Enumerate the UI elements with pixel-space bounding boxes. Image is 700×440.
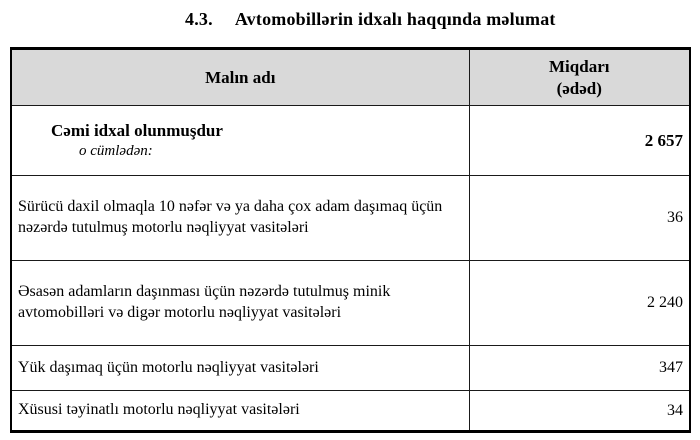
row-value: 34 <box>469 391 690 432</box>
column-header-quantity-line2: (ədəd) <box>556 78 602 98</box>
section-title <box>185 9 556 30</box>
table-row <box>11 261 690 346</box>
summary-label: Cəmi idxal olunmuşdur <box>51 120 223 140</box>
section-title-text: Avtomobillərin idxalı haqqında məlumat <box>234 9 556 29</box>
table-row <box>11 391 690 432</box>
table-row <box>11 346 690 391</box>
column-header-name: Malın adı <box>11 49 469 106</box>
table-row-summary <box>11 106 690 176</box>
summary-sublabel: o cümlədən: <box>79 142 153 159</box>
row-label: Xüsusi təyinatlı motorlu nəqliyyat vasitələri <box>11 391 469 432</box>
section-number: 4.3. <box>185 9 213 29</box>
column-header-quantity <box>469 49 690 106</box>
import-table <box>10 47 691 433</box>
row-label: Əsasən adamların daşınması üçün nəzərdə tutulmuş minik avtomobilləri və digər motorlu nəqliyyat vasitələri <box>11 261 469 346</box>
row-value: 2 240 <box>469 261 690 346</box>
summary-label-cell <box>11 106 469 176</box>
row-label: Sürücü daxil olmaqla 10 nəfər və ya daha çox adam daşımaq üçün nəzərdə tutulmuş motorlu nəqliyyat vasitələri <box>11 176 469 261</box>
row-value: 347 <box>469 346 690 391</box>
table-row <box>11 176 690 261</box>
table-header-row <box>11 49 690 106</box>
row-value: 36 <box>469 176 690 261</box>
summary-value: 2 657 <box>469 106 690 176</box>
row-label: Yük daşımaq üçün motorlu nəqliyyat vasitələri <box>11 346 469 391</box>
column-header-quantity-line1: Miqdarı <box>549 57 610 77</box>
